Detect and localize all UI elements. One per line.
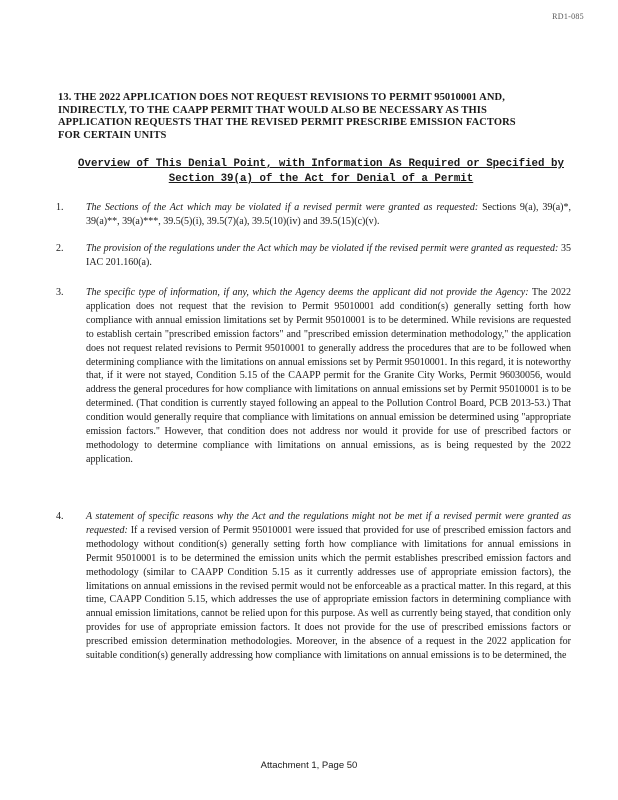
- item-body: [86, 201, 571, 229]
- item-body: [86, 242, 571, 270]
- item-lead: The provision of the regulations under the Act which may be violated if the revised permit were granted as requested:: [86, 243, 559, 254]
- item-lead: The Sections of the Act which may be violated if a revised permit were granted as requested:: [86, 202, 479, 213]
- item-text: The 2022 application does not request that the revision to Permit 95010001 add condition(s) generally setting forth how compliance with annual emission limitations set by Permit 95010001 is to be determined. While revisions are requested to establish certain "prescribed emission factors" and "prescribed emission determination methodology," the application does not request related revisions to Permit 95010001 to generally address the procedures that are to be followed when determining compliance with the limitations on annual emissions set by Permit 95010001. In this regard, it is noteworthy that, if it were not stayed, Condition 5.15 of the CAAPP permit for the Granite City Works, Permit 96030056, would address the general procedures for how compliance with limitations on annual emissions set by Permit 95010001 is to be determined. (That condition is currently stayed following an appeal to the Pollution Control Board, PCB 2013-53.) That condition would generally require that compliance with limitations on annual emission be determined using "appropriate emission factors." However, that condition does not address nor would it provide for use of prescribed factors or methodology to determine compliance with limitations on annual emissions, as is being requested by the 2022 application.: [86, 287, 571, 465]
- overview-heading: Overview of This Denial Point, with Information As Required or Specified by Section 39(a) of the Act for Denial of a Permit: [78, 158, 564, 185]
- section-heading: 13. THE 2022 APPLICATION DOES NOT REQUEST REVISIONS TO PERMIT 95010001 AND, INDIRECTLY, TO THE CAAPP PERMIT THAT WOULD ALSO BE NECESSARY AS THIS APPLICATION REQUESTS THAT THE REVISED PERMIT PRESCRIBE EMISSION FACTORS FOR CERTAIN UNITS: [58, 92, 516, 141]
- page-footer: Attachment 1, Page 50: [260, 760, 358, 771]
- item-body: [86, 286, 571, 467]
- item-number: 1.: [56, 202, 64, 213]
- item-lead: The specific type of information, if any, which the Agency deems the applicant did not provide the Agency:: [86, 287, 529, 298]
- denial-item-3: [56, 286, 571, 467]
- item-body: [86, 510, 571, 663]
- denial-item-4: [56, 510, 571, 663]
- item-lead: A statement of specific reasons why the Act and the regulations might not be met if a revised permit were granted as requested:: [86, 511, 571, 536]
- item-number: 4.: [56, 511, 64, 522]
- denial-item-2: [56, 242, 571, 270]
- item-number: 3.: [56, 287, 64, 298]
- item-text: Sections 9(a), 39(a)*, 39(a)**, 39(a)***, 39.5(5)(i), 39.5(7)(a), 39.5(10)(iv) and 39.5(15)(c)(v).: [86, 202, 571, 227]
- item-text: 35 IAC 201.160(a).: [86, 243, 571, 268]
- item-text: If a revised version of Permit 95010001 were issued that provided for use of prescribed emission factors and methodology without condition(s) generally setting forth how compliance with limitations for annual emissions in Permit 95010001 is to be determined the emission units which the permit establishes prescribed emission factors and methodology (similar to CAAPP Condition 5.15 as it currently addresses use of appropriate emission factors), the limitations on annual emissions in the revised permit would not be enforceable as a practical matter. In this regard, at this time, CAAPP Condition 5.15, which addresses the use of appropriate emission factors in determining compliance with annual emission limitations, cannot be relied upon for this purpose. As well as currently being stayed, that condition only provides for use of appropriate emission factors. It does not provide for the use of prescribed emissions factors or prescribed emission determination methodologies. Moreover, in the absence of a request in the 2022 application for suitable condition(s) generally addressing how compliance with limitations on annual emissions is to be determined, the: [86, 524, 571, 662]
- item-number: 2.: [56, 243, 64, 254]
- document-code: RD1-085: [552, 12, 584, 21]
- denial-item-1: [56, 201, 571, 229]
